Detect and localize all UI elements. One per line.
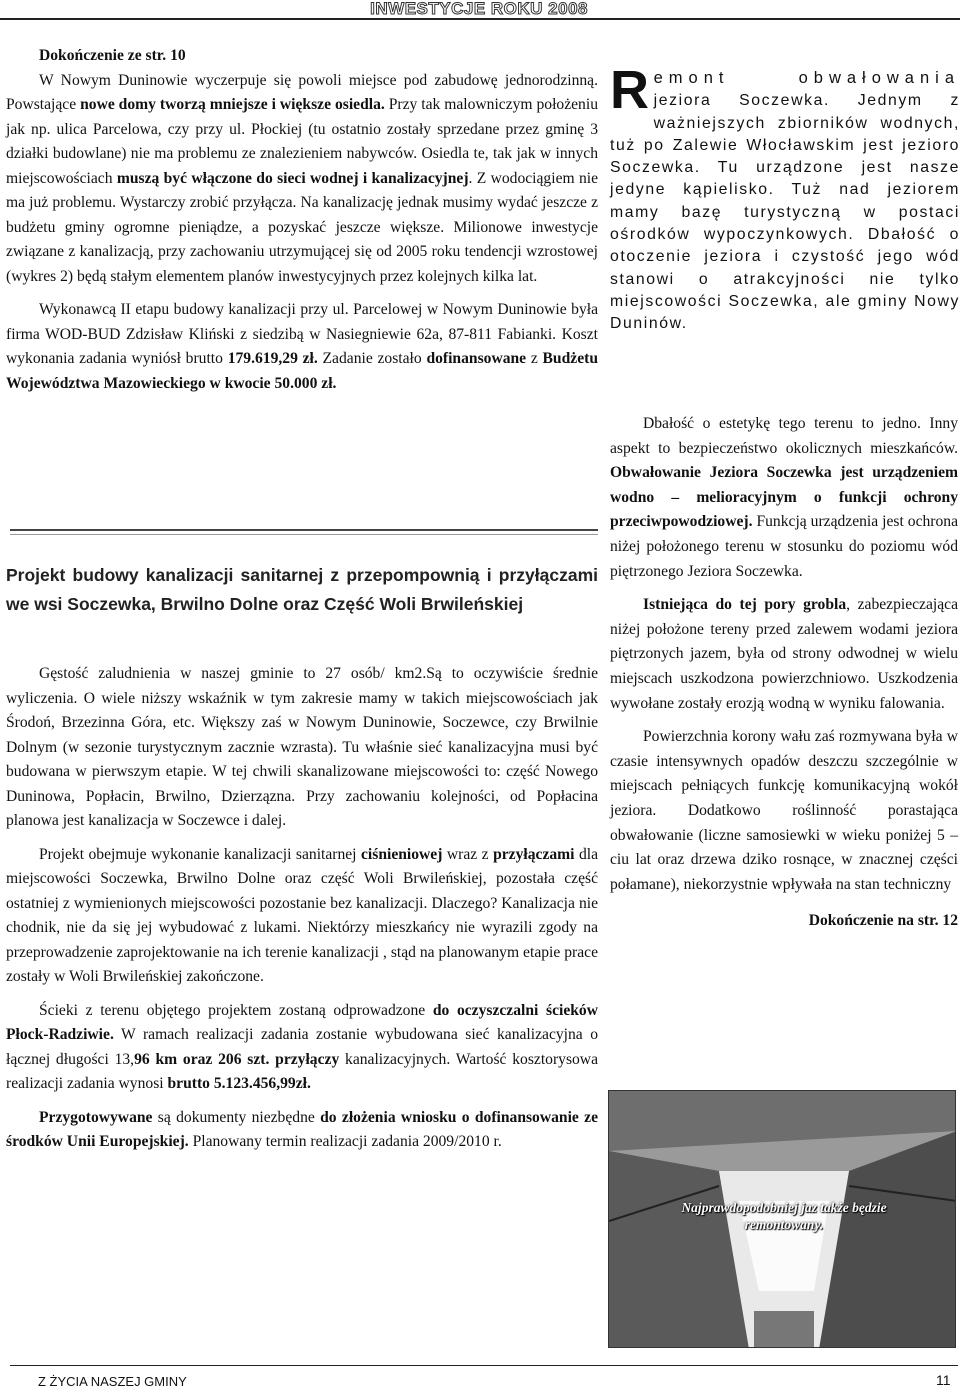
text-run: Zadanie zostało [317,350,427,367]
paragraph-embankment [610,593,958,716]
section-divider [10,529,598,535]
text-run: kanalizacyjnych. Wartość kosztorysowa realizacji zadania wynosi [6,1050,598,1092]
continued-from: Dokończenie ze str. 10 [39,47,186,64]
intro-text: jeziora Soczewka. Jednym z ważniejszych zbiorników wodnych, tuż po Zalewie Włocławskim jest jezioro Soczewka. Tu urządzone jest nasze jedyne kąpielisko. Tuż nad jeziorem mamy bazę turystyczną w postaci ośrodków wypoczynkowych. Dbałość o otoczenie jeziora i czystość jego wód stanowi o atrakcyjności nie tylko miejscowości Soczewka, ale gminy Nowy Duninów. [610,92,960,333]
text-run: Powierzchnia korony wału zaś rozmywana była w czasie intensywnych opadów deszczu szczególnie w miejscach pełniących funkcję komunikacyjną wokół jeziora. Dodatkowo roślinność porastająca obwałowanie (liczne samosiewki w wieku poniżej 5 – ciu lat oraz drzewa dziko rosnące, w znacznej części połamane), niekorzystnie wpływała na stan techniczny [610,728,958,893]
paragraph-safety [610,412,958,584]
photo-caption: Najprawdopodobniej jaz także będzie remontowany. [681,1200,887,1232]
drop-cap: R [610,60,651,120]
text-run: Projekt obejmuje wykonanie kanalizacji sanitarnej [39,845,361,863]
paragraph-project-scope [6,843,598,990]
text-run: Wykonawcą II etapu budowy kanalizacji przy ul. Parcelowej w Nowym Duninowie była firma WOD-BUD Zdzisław Kliński z siedzibą w Nasiegniewie 62a, 87-811 Fabianki. Koszt wykonania zadania wyniósł brutto [6,301,598,367]
text-run: Ścieki z terenu objętego projektem zostaną odprowadzone [39,1001,433,1019]
right-column-body [610,412,958,934]
text-run: nowe domy tworzą mniejsze i większe osiedla. [80,96,385,113]
paragraph-sewage [6,999,598,1097]
paragraph-contractor [6,298,598,396]
intro-first-line: emont obwałowania [653,69,960,87]
magazine-name: Z ŻYCIA NASZEJ GMINY [38,1374,187,1389]
paragraph-crown [610,725,958,897]
paragraph-housing [6,69,598,290]
text-run: W ramach realizacji zadania zostanie wybudowana sieć kanalizacyjna o łącznej długości 13, [6,1026,598,1068]
text-run: 96 km oraz 206 szt. przyłączy [134,1050,340,1068]
weir-photo [608,1090,956,1348]
text-run: Przy tak malowniczym położeniu jak np. ulica Parcelowa, czy przy ul. Płockiej (tu ostatnio zostały sprzedane przez gminę 3 działki budowlane) nie ma problemu ze znalezieniem nabywców. Osiedla te, tak jak w innych miejscowościach [6,96,598,187]
text-run: wraz z [442,845,494,863]
text-run: Istniejąca do tej pory grobla [643,596,847,614]
text-run: Dbałość o estetykę tego terenu to jedno. Inny aspekt to bezpieczeństwo okolicznych mieszkańców. [610,415,958,457]
text-run: ciśnieniowej [361,845,443,863]
continued-on: Dokończenie na str. 12 [808,912,958,930]
text-run: dofinansowane [426,350,527,367]
text-run: brutto 5.123.456,99zł. [167,1075,311,1092]
text-run: W Nowym Duninowie wyczerpuje się powoli miejsce pod zabudowę jednorodzinną. Powstające [6,71,598,113]
text-run: przyłączami [493,845,575,863]
section-title: INWESTYCJE ROKU 2008 [370,0,588,18]
text-run: Gęstość zaludnienia w naszej gminie to 27 osób/ km2.Są to oczywiście średnie wyliczenia. O wiele niższy wskaźnik w tym zakresie mamy w takich miejscowościach jak Środoń, Brzezinna Góra, etc. Większy zaś w Nowym Duninowie, Soczewce, czy Brwilnie Dolnym (w sezonie turystycznym zacznie wzrasta). Tu właśnie sieć kanalizacyjna musi być budowana w pierwszym etapie. W tej chwili skanalizowane miejscowości to: część Nowego Duninowa, Popłacin, Brwilno, Dzierząznа. Przy zachowaniu kolejności, od Popłacina planowa jest kanalizacja w Soczewce i dalej. [6,665,598,829]
text-run: Budżetu Województwa Mazowieckiego w kwocie 50.000 zł. [6,350,598,392]
text-run: do oczyszczalni ścieków Płock-Radziwie. [6,1001,598,1043]
text-run: 179.619,29 zł. [227,350,318,367]
article-heading: Projekt budowy kanalizacji sanitarnej z przepompownią i przyłączami we wsi Soczewka, Brwilno Dolne oraz Część Woli Brwileńskiej [6,565,598,614]
text-run: , zabezpieczająca niżej położone tereny przed zalewem wodami jeziora piętrzonych jazem, była od strony odwodnej w wielu miejscach uszkodzona powierzchniowo. Uszkodzenia wywołane zostały erozją wodną w wyniku falowania. [610,596,958,712]
left-column-bottom [6,662,598,1155]
page-header [0,0,960,20]
text-run: Planowany termin realizacji zadania 2009/2010 r. [188,1133,502,1150]
paragraph-eu-funding [6,1106,598,1155]
left-column-top [6,44,598,396]
text-run: muszą być włączone do sieci wodnej i kanalizacyjnej [116,169,469,187]
text-run: Funkcją urządzenia jest ochrona niżej położonego terenu w stosunku do poziomu wód piętrzonego Jeziora Soczewka. [610,513,958,580]
paragraph-density [6,662,598,834]
text-run: są dokumenty niezbędne [152,1108,321,1126]
text-run: dla miejscowości Soczewka, Brwilno Dolne oraz część Woli Brwileńskiej, pozostała część ostatniej z wymienionych miejscowości pozostanie bez kanalizacji. Dlaczego? Kanalizacja nie chodnik, nie da się jej wybudować z lukami. Niektórzy mieszkańcy nie wyrazili zgody na przeprowadzenie zaprojektowanie na ich terenie kanalizacji , stąd na planowanym etapie prace zostały w Woli Brwileńskiej zakończone. [6,845,599,985]
right-intro [610,60,960,336]
footer-rule [10,1365,958,1366]
page-number: 11 [936,1372,951,1388]
text-run: Przygotowywane [39,1108,153,1126]
text-run: z [526,350,543,367]
text-run: . Z wodociągiem nie ma już problemu. Wystarczy zrobić przyłącza. Na kanalizację jednak musimy wydać jeszcze z budżetu gminy ogromne pieniądze, a pozyskać jeszcze większe. Milionowe inwestycje związane z kanalizacją, przy zachowaniu utrzymującej się od 2005 roku tendencji wzrostowej (wykres 2) będą stałym elementem planów inwestycyjnych przez kolejnych kilka lat. [6,169,598,285]
text-run: Obwałowanie Jeziora Soczewka jest urządzeniem wodno – melioracyjnym o funkcji ochrony przeciwpowodziowej. [610,464,958,531]
text-run: do złożenia wniosku o dofinansowanie ze środków Unii Europejskiej. [6,1108,599,1150]
